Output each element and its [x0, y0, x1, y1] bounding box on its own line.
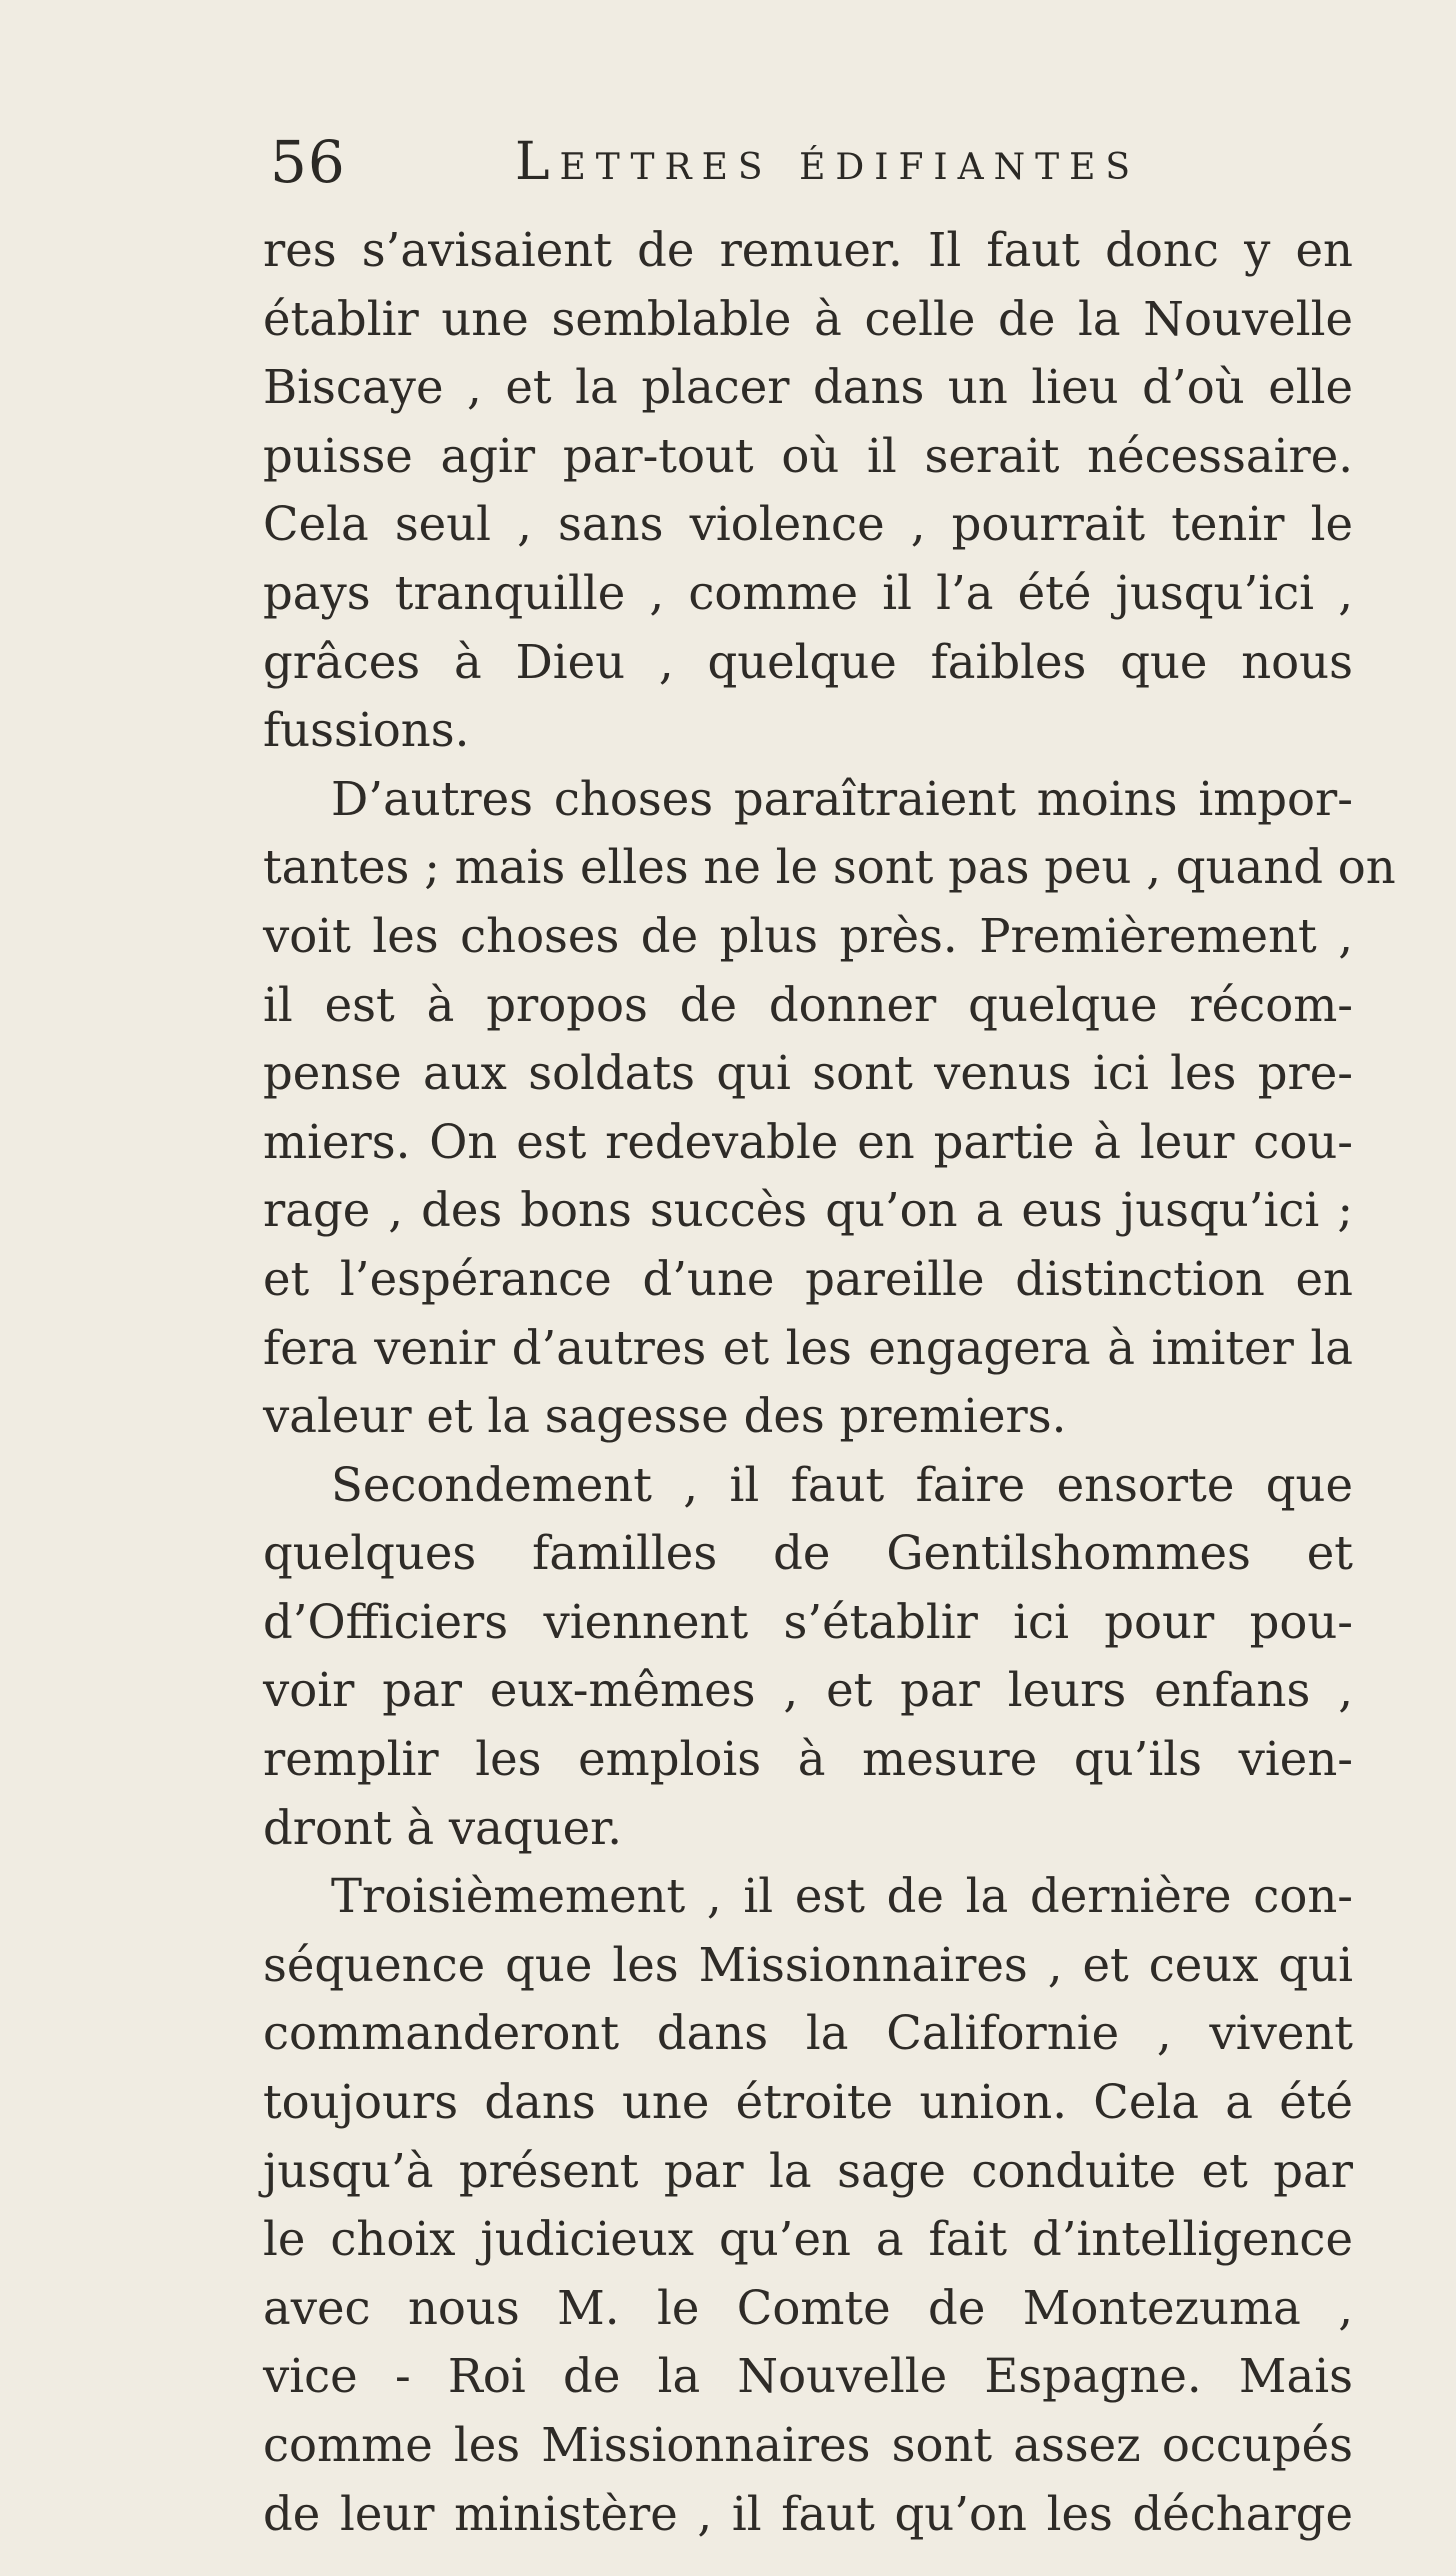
paragraph-first-line: D’autres choses paraîtraient moins impor-	[331, 771, 1353, 826]
text-line: pays tranquille , comme il l’a été jusqu’ici ,	[263, 565, 1353, 620]
text-line: et l’espérance d’une pareille distinction en	[263, 1251, 1353, 1306]
text-line: Biscaye , et la placer dans un lieu d’où elle	[263, 360, 1353, 415]
text-line: miers. On est redevable en partie à leur cou-	[263, 1114, 1353, 1169]
text-line: fussions.	[263, 703, 470, 758]
text-line: jusqu’à présent par la sage conduite et par	[263, 2143, 1353, 2198]
running-title: Lettres édifiantes	[515, 132, 1141, 192]
text-line: commanderont dans la Californie , vivent	[263, 2006, 1353, 2061]
text-line: comme les Missionnaires sont assez occupés	[263, 2418, 1353, 2472]
text-line: Cela seul , sans violence , pourrait tenir le	[263, 497, 1353, 552]
page-number: 56	[270, 128, 346, 196]
text-line: fera venir d’autres et les engagera à imiter la	[263, 1320, 1353, 1375]
page-header	[270, 128, 1270, 208]
body-text	[263, 216, 1396, 2548]
text-line: quelques familles de Gentilshommes et	[263, 1526, 1353, 1581]
text-line: dront à vaquer.	[263, 1800, 623, 1855]
text-line: toujours dans une étroite union. Cela a été	[263, 2075, 1353, 2130]
text-line: voir par eux-mêmes , et par leurs enfans ,	[263, 1663, 1353, 1718]
text-line: il est à propos de donner quelque récom-	[263, 977, 1353, 1032]
text-line: d’Officiers viennent s’établir ici pour pou-	[263, 1594, 1353, 1649]
text-line: res s’avisaient de remuer. Il faut donc y en	[263, 223, 1353, 277]
text-line: remplir les emplois à mesure qu’ils vien-	[263, 1732, 1353, 1787]
text-line: grâces à Dieu , quelque faibles que nous	[263, 634, 1353, 689]
text-line: rage , des bons succès qu’on a eus jusqu’ici ;	[263, 1183, 1353, 1238]
text-line: voit les choses de plus près. Premièrement ,	[263, 908, 1353, 963]
text-line: le choix judicieux qu’en a fait d’intelligence	[263, 2212, 1353, 2267]
text-line: pense aux soldats qui sont venus ici les pre-	[263, 1046, 1353, 1101]
text-line: séquence que les Missionnaires , et ceux qui	[263, 1937, 1353, 1992]
text-line: tantes ; mais elles ne le sont pas peu , quand on	[263, 840, 1396, 895]
text-line: valeur et la sagesse des premiers.	[263, 1389, 1067, 1444]
paragraph-first-line: Troisièmement , il est de la dernière con-	[331, 1869, 1353, 1924]
text-line: vice - Roi de la Nouvelle Espagne. Mais	[263, 2349, 1353, 2404]
text-line: établir une semblable à celle de la Nouvelle	[263, 291, 1353, 346]
text-line: de leur ministère , il faut qu’on les décharge	[263, 2486, 1353, 2541]
paragraph-first-line: Secondement , il faut faire ensorte que	[331, 1457, 1353, 1512]
text-line: avec nous M. le Comte de Montezuma ,	[263, 2280, 1353, 2335]
text-line: puisse agir par-tout où il serait nécessaire.	[263, 428, 1353, 483]
